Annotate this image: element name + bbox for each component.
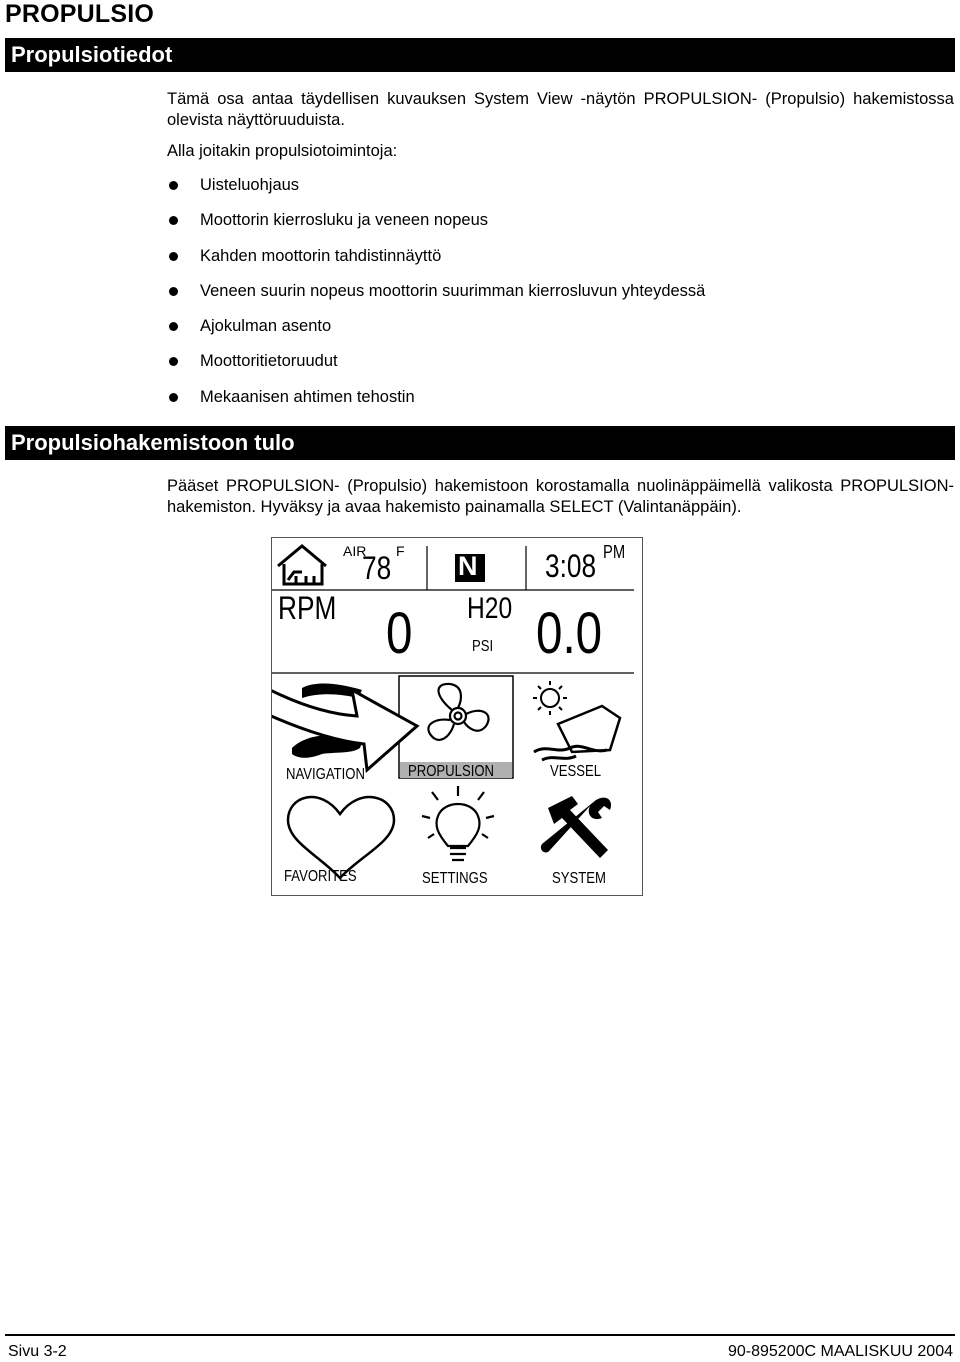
intro-paragraph: Tämä osa antaa täydellisen kuvauksen System View -näytön PROPULSION- (Propulsio) hakemistossa olevista näyttöruuduista.: [167, 90, 954, 129]
bullet-icon: [169, 393, 178, 402]
list-item: Kahden moottorin tahdistinnäyttö: [167, 246, 705, 281]
entry-paragraph: Pääset PROPULSION- (Propulsio) hakemistoon korostamalla nuolinäppäimellä valikosta PROPULSION-hakemiston. Hyväksy ja avaa hakemisto painamalla SELECT (Valintanäppäin).: [167, 477, 954, 516]
menu-settings[interactable]: SETTINGS: [422, 870, 488, 887]
lightbulb-icon: [422, 786, 494, 860]
gear-indicator: N: [458, 551, 478, 581]
home-icon: [278, 546, 326, 584]
bullet-icon: [169, 322, 178, 331]
section-heading-propulsion-entry: Propulsiohakemistoon tulo: [5, 426, 955, 460]
footer-divider: [5, 1334, 955, 1336]
heart-icon: [288, 797, 394, 878]
menu-vessel[interactable]: VESSEL: [550, 763, 602, 780]
bullet-icon: [169, 252, 178, 261]
menu-favorites[interactable]: FAVORITES: [284, 868, 357, 885]
clock-ampm: PM: [603, 542, 626, 562]
air-unit: F: [396, 543, 405, 559]
page-number: Sivu 3-2: [8, 1343, 67, 1360]
rpm-label: RPM: [278, 590, 337, 626]
list-item: Ajokulman asento: [167, 316, 705, 351]
tools-icon: [541, 796, 611, 858]
section-heading-propulsion-info: Propulsiotiedot: [5, 38, 955, 72]
psi-value: 0.0: [536, 601, 603, 666]
menu-system[interactable]: SYSTEM: [552, 870, 606, 887]
list-item: Moottoritietoruudut: [167, 351, 705, 386]
bullet-icon: [169, 216, 178, 225]
water-pressure-label: H20: [467, 592, 513, 625]
rpm-value: 0: [386, 601, 413, 666]
vessel-icon: [533, 681, 620, 760]
bullet-icon: [169, 181, 178, 190]
system-view-screen: [271, 537, 643, 896]
document-code: 90-895200C MAALISKUU 2004: [727, 1343, 953, 1360]
page-title: PROPULSIO: [5, 0, 155, 28]
list-item: Moottorin kierrosluku ja veneen nopeus: [167, 210, 705, 245]
feature-list-intro: Alla joitakin propulsiotoimintoja:: [167, 142, 398, 160]
feature-list: [167, 175, 705, 422]
list-item: Uisteluohjaus: [167, 175, 705, 210]
psi-label: PSI: [472, 638, 494, 655]
clock-time: 3:08: [545, 548, 597, 584]
bullet-icon: [169, 357, 178, 366]
air-temperature-value: 78: [362, 550, 392, 586]
propeller-icon: [428, 684, 488, 740]
list-item: Mekaanisen ahtimen tehostin: [167, 387, 705, 422]
menu-navigation[interactable]: NAVIGATION: [286, 766, 365, 783]
bullet-icon: [169, 287, 178, 296]
air-label: AIR: [343, 543, 367, 559]
list-item: Veneen suurin nopeus moottorin suurimman kierrosluvun yhteydessä: [167, 281, 705, 316]
menu-propulsion[interactable]: PROPULSION: [408, 763, 495, 780]
